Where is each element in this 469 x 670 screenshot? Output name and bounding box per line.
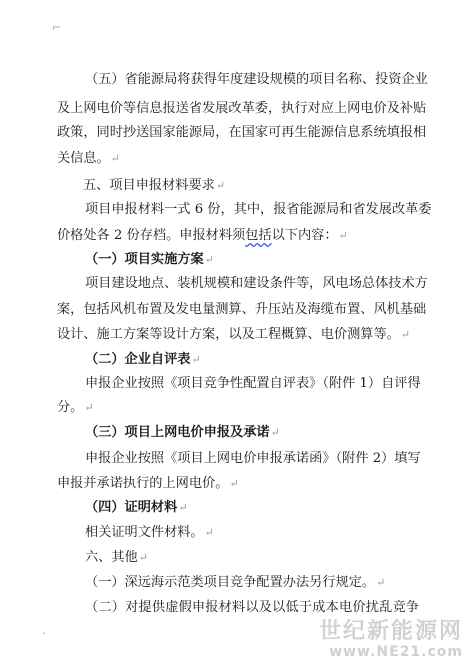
- subsection-3-heading: （三）项目上网电价申报及承诺↵: [85, 425, 280, 440]
- paragraph-mark-icon: ↵: [204, 253, 214, 266]
- subsection-1-line-3: 设计、施工方案等设计方案，以及工程概算、电价测算等。↵: [57, 327, 411, 342]
- subsection-2-heading: （二）企业自评表↵: [85, 352, 201, 367]
- paragraph-mark-icon: ↵: [338, 229, 348, 242]
- spellcheck-underline: 包括: [245, 228, 272, 243]
- other-line-1: （一）深远海示范类项目竞争配置办法另行规定。↵: [85, 575, 386, 590]
- paragraph-mark-icon: ↵: [138, 551, 148, 564]
- subsection-4-heading: （四）证明材料↵: [85, 500, 188, 515]
- subsection-2-line-1: 申报企业按照《项目竞争性配置自评表》（附件 1）自评得: [85, 376, 421, 391]
- section-5-heading: 五、项目申报材料要求↵: [83, 178, 226, 193]
- subsection-2-line-2: 分。↵: [57, 400, 94, 415]
- paragraph-mark-icon: ↵: [270, 426, 280, 439]
- paragraph-mark-icon: ↵: [376, 576, 386, 589]
- subsection-1-line-2: 案，包括风机布置及发电量测算、升压站及海缆布置、风机基础: [57, 302, 427, 317]
- paragraph-mark-icon: ↵: [178, 501, 188, 514]
- subsection-3-line-1: 申报企业按照《项目上网电价申报承诺函》（附件 2）填写: [85, 451, 421, 466]
- watermark-url: www.NE21.com: [329, 644, 463, 660]
- paragraph-mark-icon: ↵: [215, 179, 226, 192]
- paragraph-mark-icon: ↵: [191, 353, 201, 366]
- subsection-1-heading: （一）项目实施方案↵: [85, 252, 214, 267]
- paragraph-mark-icon: ↵: [400, 328, 411, 341]
- paragraph-mark-icon: ↵: [110, 152, 120, 165]
- margin-corner-mark: ⌐: [52, 21, 62, 34]
- site-watermark: [319, 620, 463, 660]
- intro-line-2: 价格处各 2 份存档。申报材料须包括以下内容：↵: [57, 228, 348, 243]
- paragraph-mark-icon: ↵: [204, 526, 214, 539]
- section-6-heading: 六、其他↵: [85, 550, 148, 565]
- paragraph-mark-icon: ↵: [84, 401, 94, 414]
- paragraph-5-line-3: 政策，同时抄送国家能源局，在国家可再生能源信息系统填报相: [57, 125, 427, 140]
- paragraph-5-line-1: （五）省能源局将获得年度建设规模的项目名称、投资企业: [85, 72, 428, 87]
- subsection-4-line-1: 相关证明文件材料。↵: [85, 525, 214, 540]
- watermark-title: 世纪新能源网: [318, 619, 463, 644]
- paragraph-5-line-2: 及上网电价等信息报送省发展改革委，执行对应上网电价及补贴: [57, 101, 427, 116]
- paragraph-5-line-4: 关信息。↵: [57, 151, 120, 166]
- subsection-1-line-1: 项目建设地点、装机规模和建设条件等，风电场总体技术方: [85, 276, 428, 291]
- margin-dot-mark: ·: [42, 627, 46, 640]
- subsection-3-line-2: 申报并承诺执行的上网电价。↵: [57, 476, 239, 491]
- paragraph-mark-icon: ↵: [229, 477, 239, 490]
- intro-line-1: 项目申报材料一式 6 份，其中，报省能源局和省发展改革委: [85, 202, 432, 217]
- other-line-2: （二）对提供虚假申报材料以及以低于成本电价扰乱竞争: [85, 600, 419, 615]
